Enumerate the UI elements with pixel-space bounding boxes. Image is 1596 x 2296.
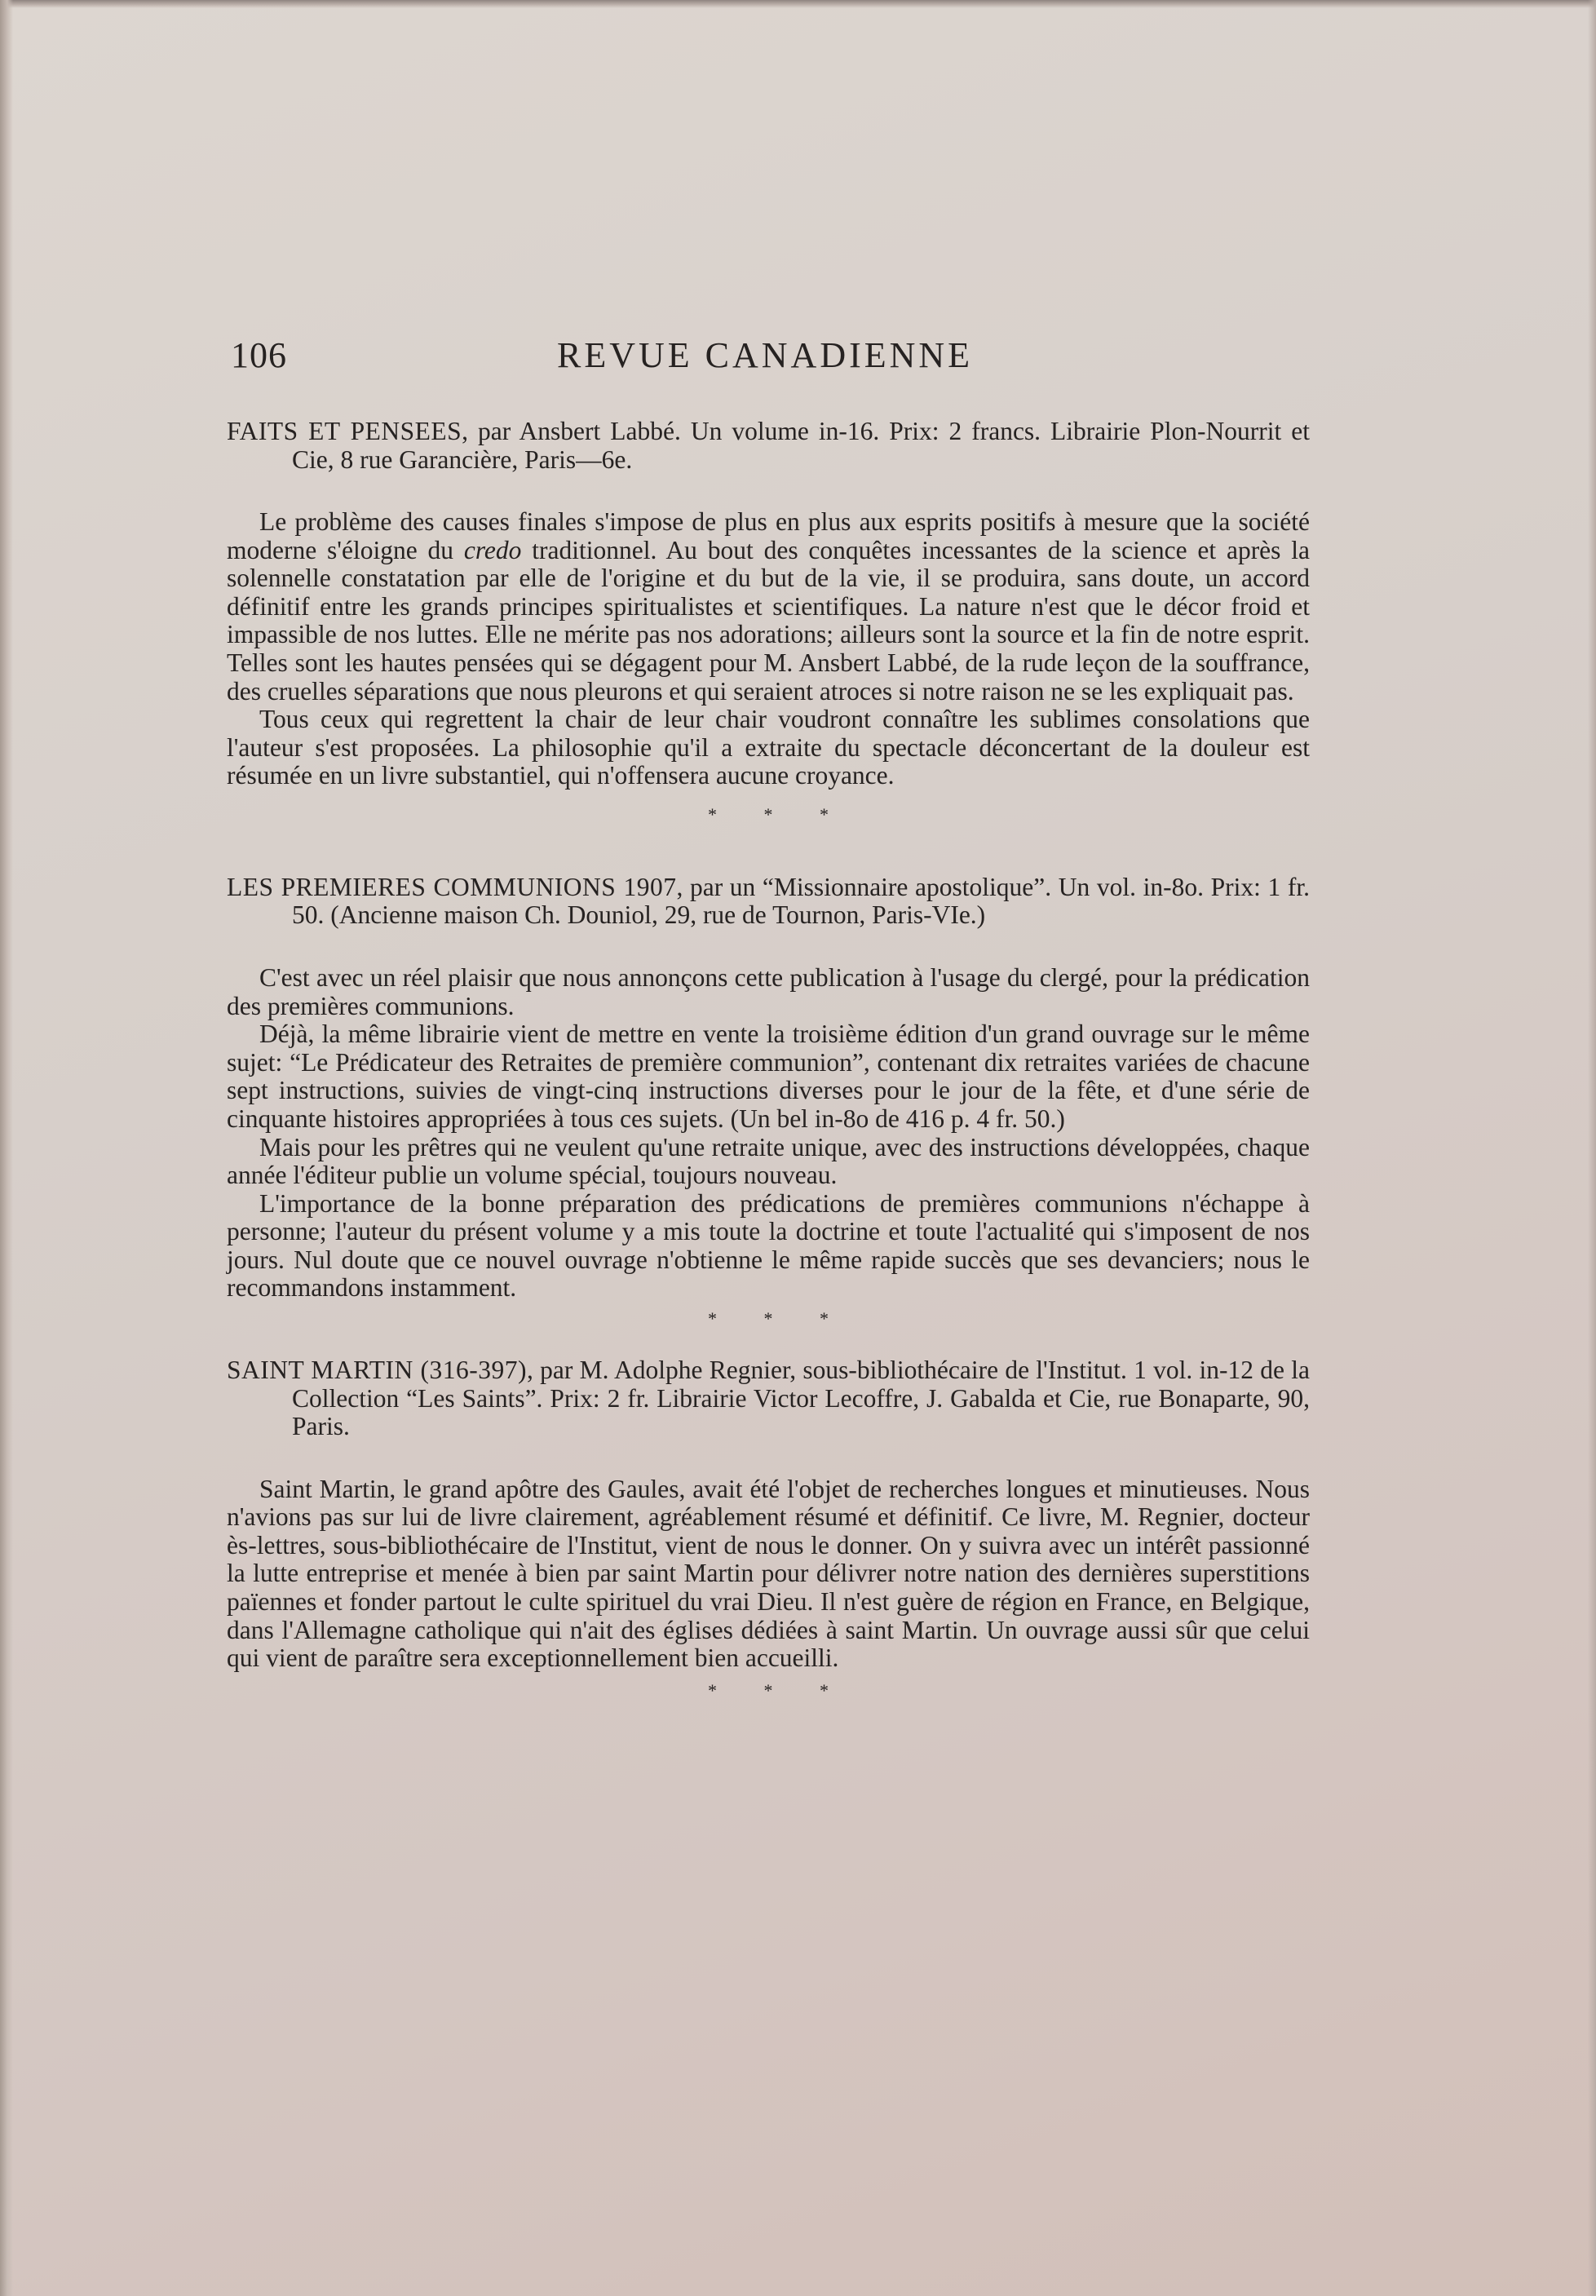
review-heading [227, 1356, 1310, 1441]
review-body [227, 964, 1310, 1303]
journal-title: REVUE CANADIENNE [557, 335, 974, 375]
page-binding-edge [0, 0, 13, 2296]
review-paragraph [227, 508, 1310, 706]
review-paragraph: Tous ceux qui regrettent la chair de leur chair voudront connaître les sublimes consolations que l'auteur s'est proposées. La philosophie qu'il a extraite du spectacle déconcertant de la douleur est résumée en un livre substantiel, qui n'offensera aucune croyance. [227, 705, 1310, 790]
book-title: FAITS ET PENSEES [227, 417, 462, 445]
book-title: SAINT MARTIN (316-397) [227, 1356, 528, 1385]
review-paragraph: C'est avec un réel plaisir que nous annonçons cette publication à l'usage du clergé, pour la prédication des premières communions. [227, 962, 1310, 1020]
review-paragraph: Mais pour les prêtres qui ne veulent qu'une retraite unique, avec des instructions développées, chaque année l'éditeur publie un volume spécial, toujours nouveau. [227, 1132, 1310, 1190]
book-details: , par Ansbert Labbé. Un volume in-16. Prix: 2 francs. Librairie Plon-Nourrit et Cie, 8 rue Garancière, Paris—6e. [292, 417, 1310, 474]
page-number: 106 [231, 335, 287, 375]
paragraph-text: traditionnel. Au bout des conquêtes incessantes de la science et après la solennelle constatation par elle de l'origine et du but de la vie, il se produira, sans doute, un accord définitif entre les grands principes spiritualistes et scientifiques. La nature n'est que le décor froid et impassible de nos luttes. Elle ne mérite pas nos adorations; ailleurs sont la source et la fin de notre esprit. Telles sont les hautes pensées qui se dégagent pour M. Ansbert Labbé, de la rude leçon de la souffrance, des cruelles séparations que nous pleurons et qui seraient atroces si notre raison ne se les expliquait pas. [227, 535, 1310, 706]
review-body [227, 1475, 1310, 1673]
review-premieres-communions [227, 874, 1310, 1303]
section-separator: * * * [708, 1679, 850, 1701]
review-body [227, 508, 1310, 790]
review-heading [227, 418, 1310, 474]
book-title: LES PREMIERES COMMUNIONS 1907 [227, 872, 677, 901]
review-heading [227, 874, 1310, 930]
review-paragraph: L'importance de la bonne préparation des prédications de premières communions n'échappe à personne; l'auteur du présent volume y a mis toute la doctrine et toute l'actualité qui s'imposent de nos jours. Nul doute que ce nouvel ouvrage n'obtienne le même rapide succès que ses devanciers; nous le recommandons instamment. [227, 1188, 1310, 1303]
book-details: , par M. Adolphe Regnier, sous-bibliothécaire de l'Institut. 1 vol. in-12 de la Collection “Les Saints”. Prix: 2 fr. Librairie Victor Lecoffre, J. Gabalda et Cie, rue Bonaparte, 90, Paris. [292, 1356, 1310, 1441]
review-paragraph: Déjà, la même librairie vient de mettre en vente la troisième édition d'un grand ouvrage sur le même sujet: “Le Prédicateur des Retraites de première communion”, contenant dix retraites variées de chacune sept instructions, suivies de vingt-cinq instructions diverses pour le jour de la fête, et d'une série de cinquante histoires appropriées à tous ces sujets. (Un bel in-8o de 416 p. 4 fr. 50.) [227, 1020, 1310, 1133]
review-faits-et-pensees [227, 418, 1310, 790]
review-paragraph: Saint Martin, le grand apôtre des Gaules, avait été l'objet de recherches longues et minutieuses. Nous n'avions pas sur lui de livre clairement, agréablement résumé et définitif. Ce livre, M. Regnier, docteur ès-lettres, sous-bibliothécaire de l'Institut, vient de nous le donner. On y suivra avec un intérêt passionné la lutte entreprise et menée à bien par saint Martin pour délivrer notre nation des dernières superstitions païennes et fonder partout le culte spirituel du vrai Dieu. Il n'est guère de région en France, en Belgique, dans l'Allemagne catholique qui n'ait des églises dédiées à saint Martin. Un ouvrage aussi sûr que celui qui vient de paraître sera exceptionnellement bien accueilli. [227, 1474, 1310, 1673]
page-top-edge [0, 0, 1596, 8]
section-separator: * * * [708, 1308, 850, 1329]
page-content [227, 418, 1310, 1705]
book-details: , par un “Missionnaire apostolique”. Un vol. in-8o. Prix: 1 fr. 50. (Ancienne maison Ch. Douniol, 29, rue de Tournon, Paris-VIe.) [292, 872, 1311, 930]
section-separator: * * * [708, 803, 850, 825]
running-head [231, 334, 1014, 383]
italic-term: credo [463, 535, 522, 564]
review-saint-martin [227, 1356, 1310, 1673]
page-right-edge [1588, 0, 1596, 2296]
paragraph-text: Le problème des causes finales s'impose de plus en plus aux esprits positifs à mesure que la société moderne s'éloigne du [227, 507, 1310, 564]
